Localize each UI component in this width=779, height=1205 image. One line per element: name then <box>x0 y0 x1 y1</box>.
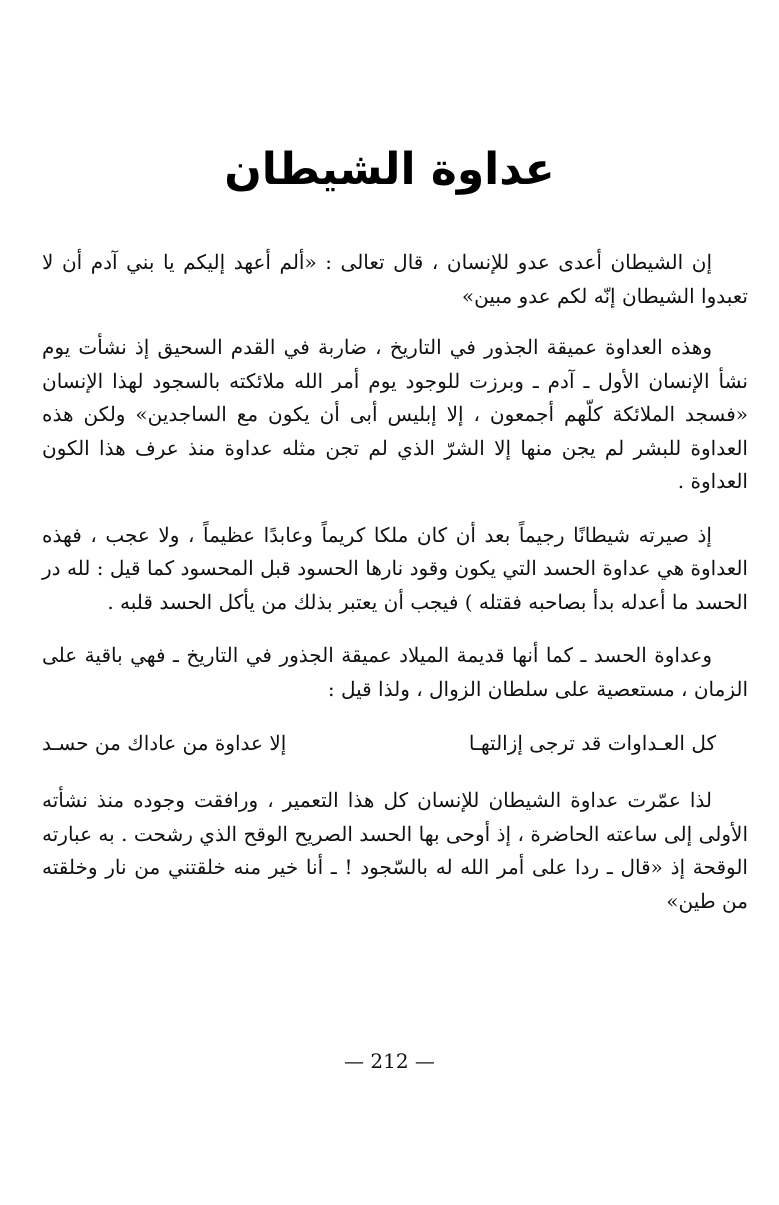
poem-verse <box>42 726 716 760</box>
paragraph-5: لذا عمّرت عداوة الشيطان للإنسان كل هذا التعمير ، ورافقت وجوده منذ نشأته الأولى إلى ساعته الحاضرة ، إذ أوحى بها الحسد الصريح الوقح الذي رشحت . به عبارته الوقحة إذ «قال ـ ردا على أمر الله له بالسّجود ! ـ أنا خير منه خلقتني من نار وخلقته من طين» <box>42 788 748 913</box>
paragraph-3: إذ صيرته شيطانًا رجيماً بعد أن كان ملكا كريماً وعابدًا عظيماً ، ولا عجب ، فهذه العداوة هي عداوة الحسد التي يكون وقود نارها الحسود قبل المحسود كما قيل : لله در الحسد ما أعدله بدأ بصاحبه فقتله ) فيجب أن يعتبر بذلك من يأكل الحسد قلبه . <box>42 522 748 614</box>
paragraph-2: وهذه العداوة عميقة الجذور في التاريخ ، ضاربة في القدم السحيق إذ نشأت يوم نشأ الإنسان الأول ـ آدم ـ وبرزت للوجود يوم أمر الله ملائكته بالسجود لهذا الإنسان «فسجد الملائكة كلّهم أجمعون ، إلا إبليس أبى أن يكون مع الساجدين» ولكن هذه العداوة للبشر لم يجن منها إلا الشرّ الذي لم تجن مثله عداوة منذ عرف هذا الكون العداوة . <box>42 335 748 493</box>
paragraph-1: إن الشيطان أعدى عدو للإنسان ، قال تعالى : «ألم أعهد إليكم يا بني آدم أن لا تعبدوا الشيطان إنّه لكم عدو مبين» <box>42 250 748 308</box>
page-number: — 212 — <box>344 1049 435 1073</box>
page-body <box>42 246 748 938</box>
paragraph-4: وعداوة الحسد ـ كما أنها قديمة الميلاد عميقة الجذور في التاريخ ـ فهي باقية على الزمان ، مستعصية على سلطان الزوال ، ولذا قيل : <box>42 643 748 701</box>
verse-second-half: إلا عداوة من عاداك من حسـد <box>42 731 287 755</box>
verse-first-half: كل العـداوات قد ترجى إزالتهـا <box>468 731 716 755</box>
chapter-title: عداوة الشيطان <box>224 144 555 195</box>
